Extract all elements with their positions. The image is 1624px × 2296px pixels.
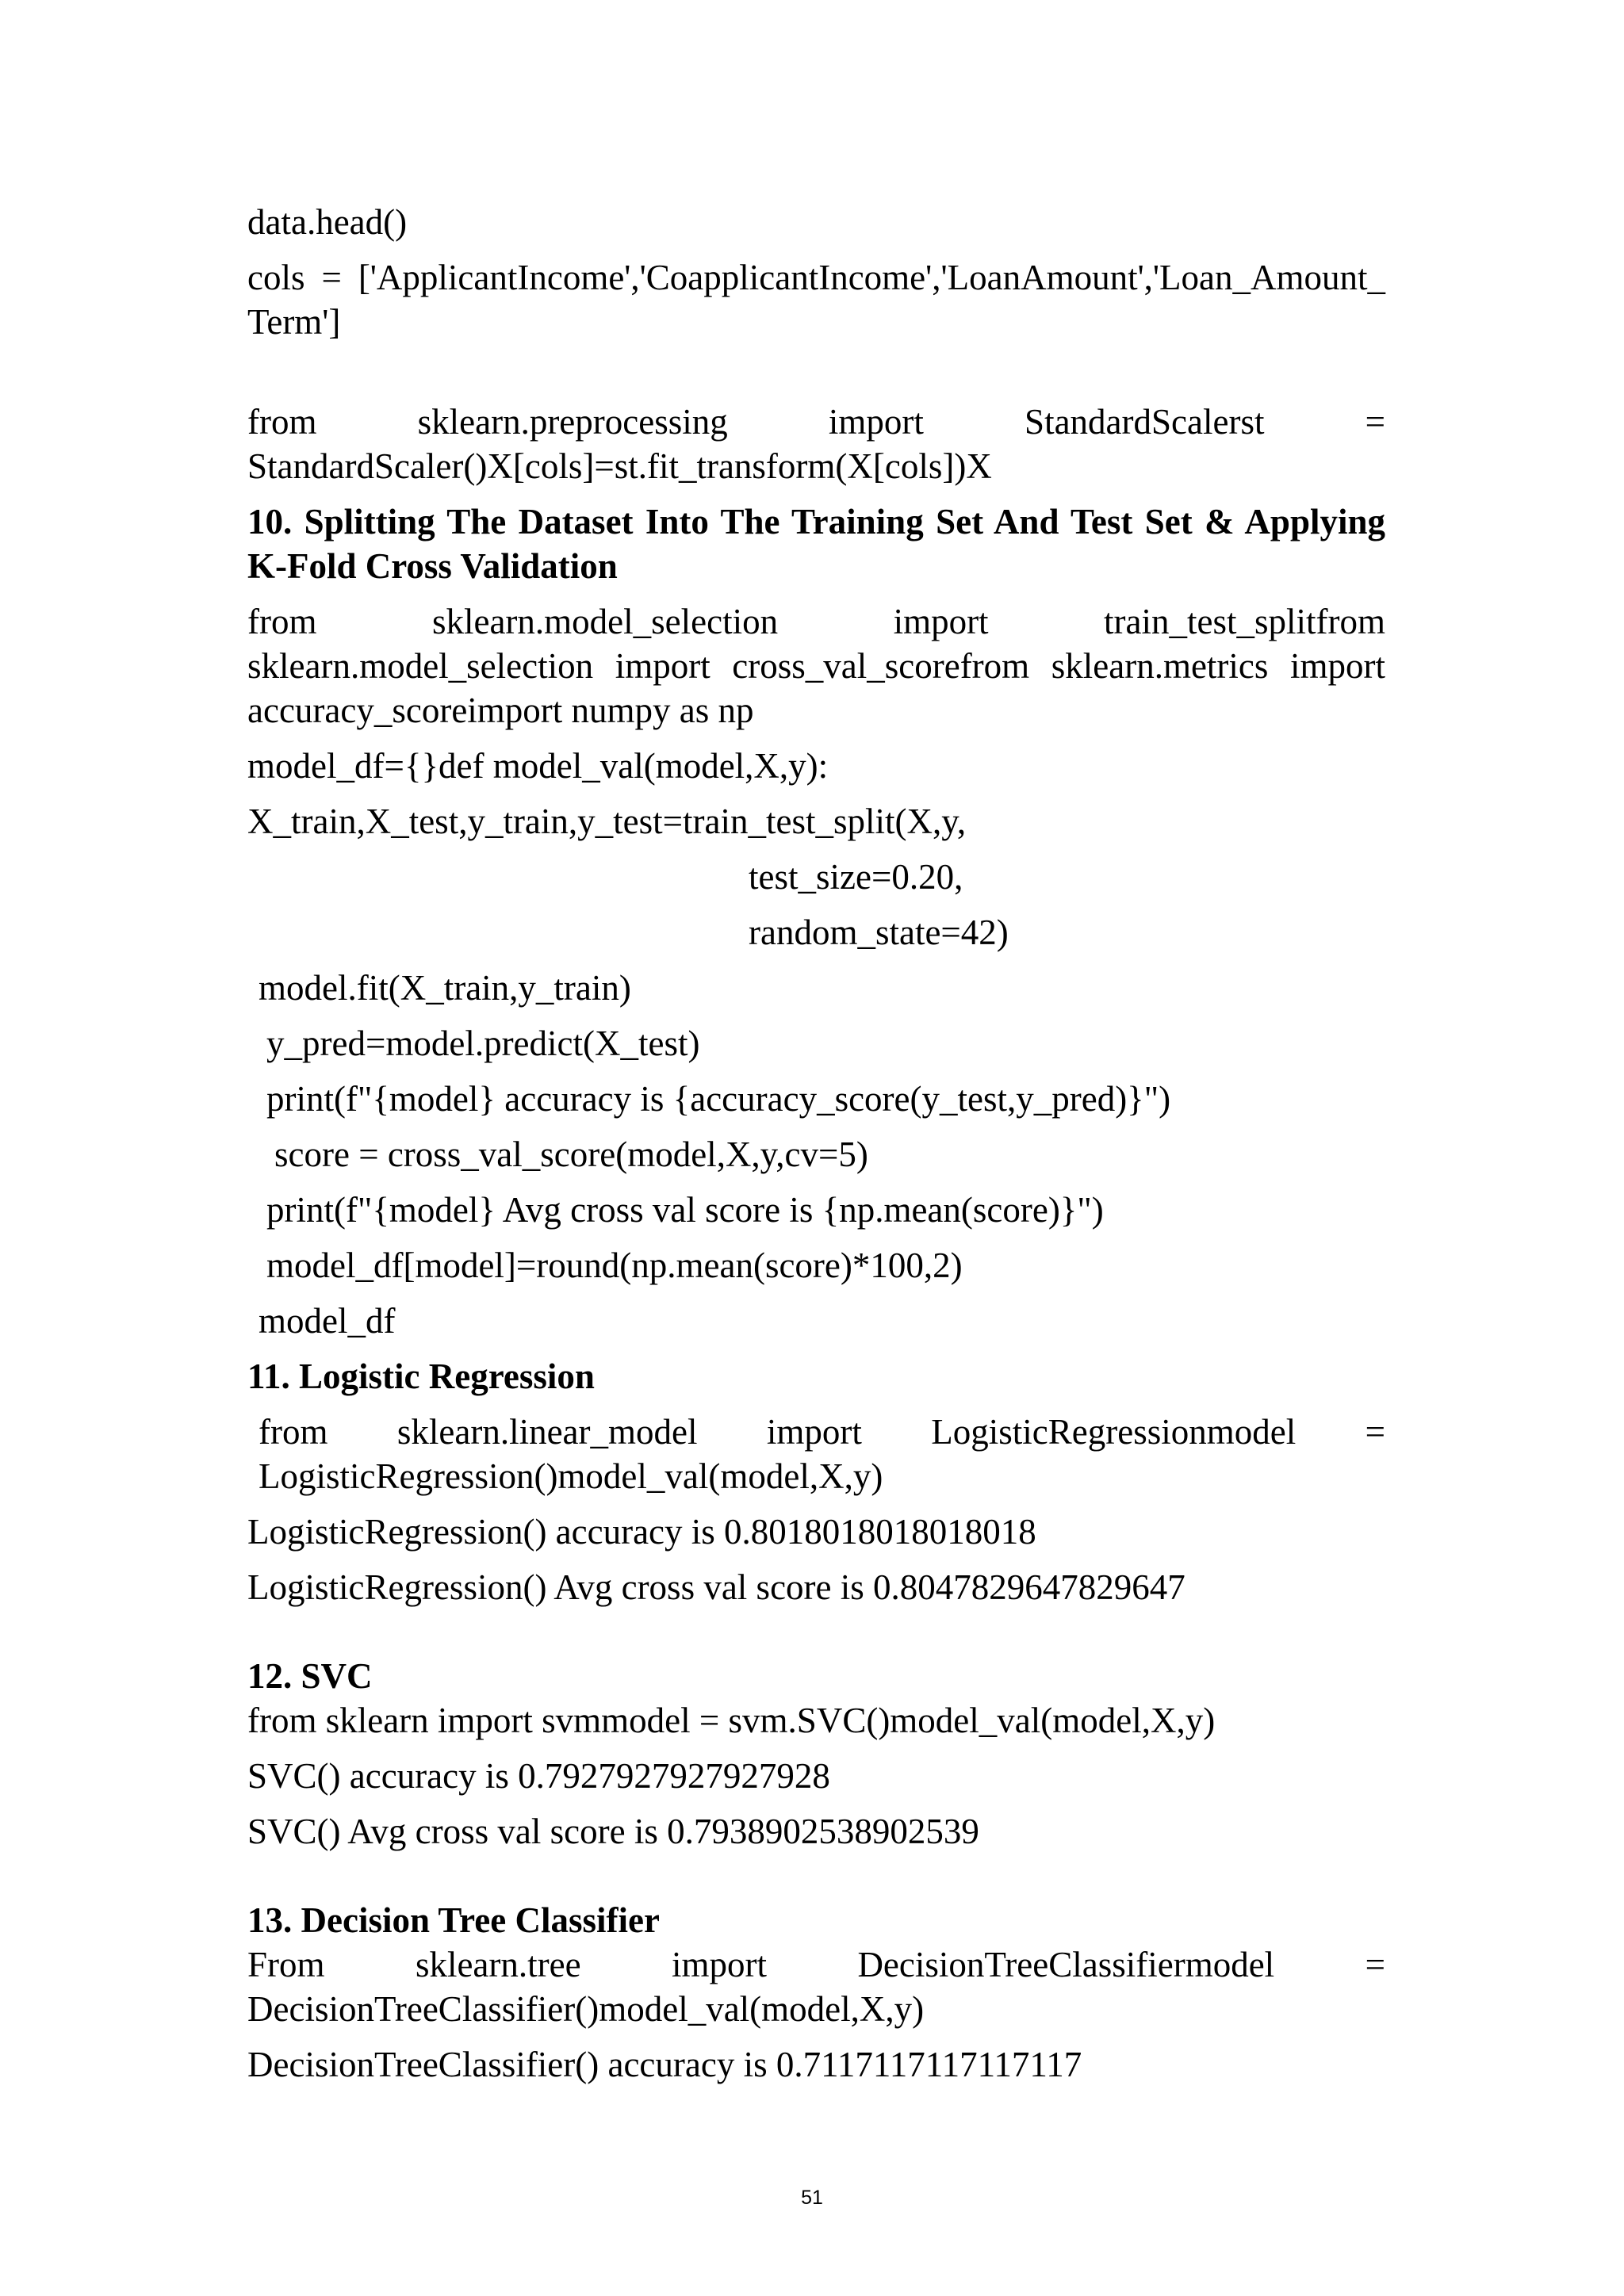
code-line-fit: model.fit(X_train,y_train) [259,968,631,1008]
code-line-score: score = cross_val_score(model,X,y,cv=5) [274,1135,868,1174]
output-svc-accuracy: SVC() accuracy is 0.7927927927927928 [247,1756,830,1796]
code-line-test-size: test_size=0.20, [749,857,963,897]
code-block-scaler: from sklearn.preprocessing import StandardScalerst = StandardScaler()X[cols]=st.fit_transform(X[cols])X [247,402,1385,486]
code-line-data-head: data.head() [247,202,408,242]
code-block-split-imports: from sklearn.model_selection import train_test_splitfrom sklearn.model_selection import cross_val_scorefrom sklearn.metrics import accuracy_scoreimport numpy as np [247,602,1385,730]
output-dt-accuracy: DecisionTreeClassifier() accuracy is 0.7117117117117117 [247,2045,1082,2084]
page-number: 51 [801,2187,823,2209]
heading-11: 11. Logistic Regression [247,1357,595,1396]
heading-10: 10. Splitting The Dataset Into The Training Set And Test Set & Applying K-Fold Cross Validation [247,502,1385,586]
code-block-cols: cols = ['ApplicantIncome','CoapplicantIncome','LoanAmount','Loan_Amount_ Term'] [247,258,1385,342]
heading-13: 13. Decision Tree Classifier [247,1900,660,1940]
code-line-model-def: model_df={}def model_val(model,X,y): [247,746,829,786]
code-line-model-df-assign: model_df[model]=round(np.mean(score)*100,2) [266,1246,963,1285]
code-line-predict: y_pred=model.predict(X_test) [266,1024,700,1063]
code-line-random-state: random_state=42) [749,913,1009,952]
heading-12: 12. SVC [247,1656,373,1696]
output-lr-avg: LogisticRegression() Avg cross val score is 0.8047829647829647 [247,1567,1185,1607]
code-line-svc: from sklearn import svmmodel = svm.SVC()model_val(model,X,y) [247,1701,1216,1740]
code-line-print-avg: print(f"{model} Avg cross val score is {np.mean(score)}") [266,1190,1104,1230]
code-line-model-df: model_df [259,1301,396,1341]
code-line-print-accuracy: print(f"{model} accuracy is {accuracy_score(y_test,y_pred)}") [266,1079,1171,1119]
output-lr-accuracy: LogisticRegression() accuracy is 0.8018018018018018 [247,1512,1036,1552]
code-block-logistic: from sklearn.linear_model import LogisticRegressionmodel = LogisticRegression()model_val(model,X,y) [259,1412,1385,1496]
code-line-split-call: X_train,X_test,y_train,y_test=train_test_split(X,y, [247,802,967,841]
code-block-decision-tree: From sklearn.tree import DecisionTreeClassifiermodel = DecisionTreeClassifier()model_val(model,X,y) [247,1945,1385,2029]
output-svc-avg: SVC() Avg cross val score is 0.7938902538902539 [247,1812,979,1851]
